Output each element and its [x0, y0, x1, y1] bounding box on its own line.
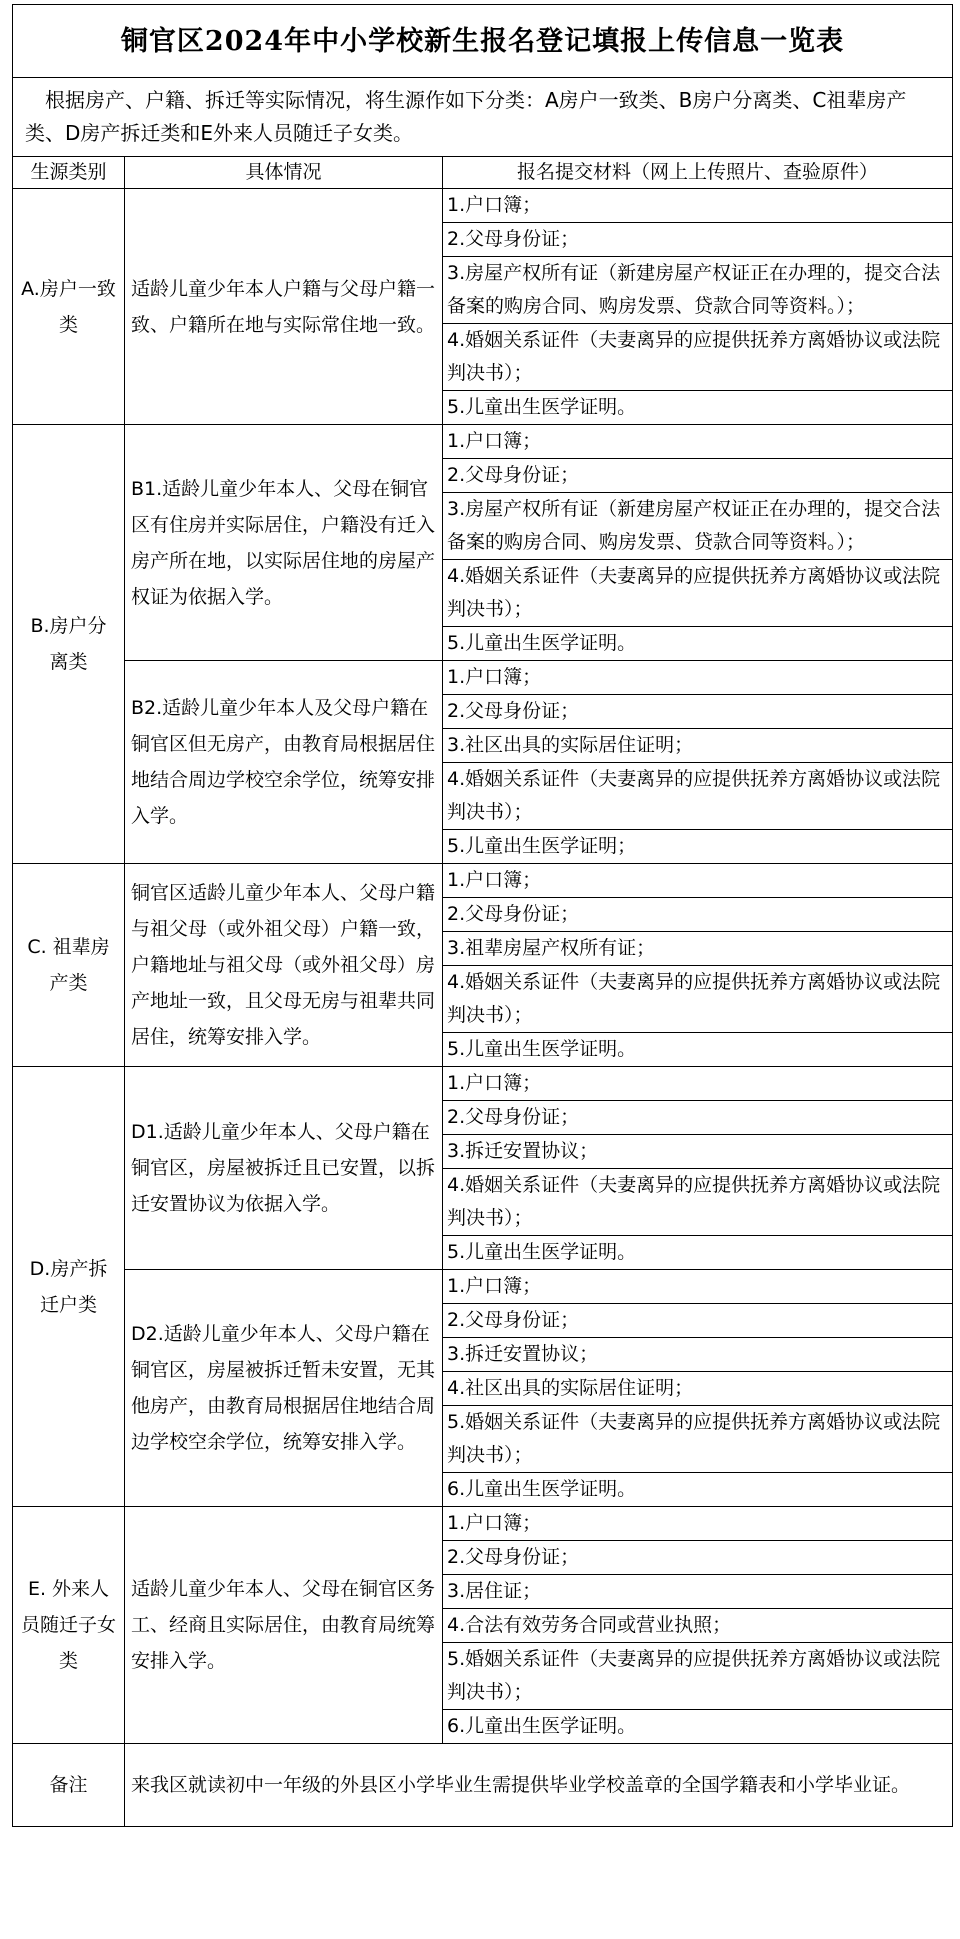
material-item: 2.父母身份证； [443, 1304, 953, 1338]
header-materials: 报名提交材料（网上上传照片、查验原件） [443, 157, 953, 189]
category-cell: E. 外来人员随迁子女类 [13, 1507, 125, 1744]
material-item: 1.户口簿； [443, 1067, 953, 1101]
note-row [13, 1744, 953, 1827]
table-row [13, 864, 953, 898]
situation-cell: 适龄儿童少年本人、父母在铜官区务工、经商且实际居住，由教育局统筹安排入学。 [125, 1507, 443, 1744]
material-item: 4.婚姻关系证件（夫妻离异的应提供抚养方离婚协议或法院判决书）； [443, 1169, 953, 1236]
situation-cell: D2.适龄儿童少年本人、父母户籍在铜官区，房屋被拆迁暂未安置，无其他房产，由教育局根据居住地结合周边学校空余学位，统筹安排入学。 [125, 1270, 443, 1507]
material-item: 5.儿童出生医学证明； [443, 830, 953, 864]
material-item: 3.社区出具的实际居住证明； [443, 729, 953, 763]
material-item: 2.父母身份证； [443, 695, 953, 729]
material-item: 3.房屋产权所有证（新建房屋产权证正在办理的，提交合法备案的购房合同、购房发票、贷款合同等资料。）； [443, 493, 953, 560]
category-cell: D.房产拆迁户类 [13, 1067, 125, 1507]
material-item: 5.儿童出生医学证明。 [443, 1033, 953, 1067]
category-cell: C. 祖辈房产类 [13, 864, 125, 1067]
material-item: 3.居住证； [443, 1575, 953, 1609]
material-item: 5.儿童出生医学证明。 [443, 1236, 953, 1270]
material-item: 1.户口簿； [443, 189, 953, 223]
material-item: 2.父母身份证； [443, 898, 953, 932]
material-item: 5.儿童出生医学证明。 [443, 627, 953, 661]
header-category: 生源类别 [13, 157, 125, 189]
material-item: 5.婚姻关系证件（夫妻离异的应提供抚养方离婚协议或法院判决书）； [443, 1406, 953, 1473]
material-item: 3.祖辈房屋产权所有证； [443, 932, 953, 966]
material-item: 4.婚姻关系证件（夫妻离异的应提供抚养方离婚协议或法院判决书）； [443, 966, 953, 1033]
material-item: 4.合法有效劳务合同或营业执照； [443, 1609, 953, 1643]
material-item: 6.儿童出生医学证明。 [443, 1710, 953, 1744]
title-row [13, 5, 953, 78]
situation-cell: 适龄儿童少年本人户籍与父母户籍一致、户籍所在地与实际常住地一致。 [125, 189, 443, 425]
material-item: 2.父母身份证； [443, 223, 953, 257]
situation-cell: B2.适龄儿童少年本人及父母户籍在铜官区但无房产，由教育局根据居住地结合周边学校空余学位，统筹安排入学。 [125, 661, 443, 864]
material-item: 1.户口簿； [443, 1270, 953, 1304]
material-item: 4.婚姻关系证件（夫妻离异的应提供抚养方离婚协议或法院判决书）； [443, 324, 953, 391]
material-item: 2.父母身份证； [443, 1541, 953, 1575]
material-item: 4.婚姻关系证件（夫妻离异的应提供抚养方离婚协议或法院判决书）； [443, 763, 953, 830]
material-item: 4.社区出具的实际居住证明； [443, 1372, 953, 1406]
header-situation: 具体情况 [125, 157, 443, 189]
situation-cell: D1.适龄儿童少年本人、父母户籍在铜官区，房屋被拆迁且已安置，以拆迁安置协议为依据入学。 [125, 1067, 443, 1270]
table-row [13, 425, 953, 459]
note-label: 备注 [13, 1744, 125, 1827]
table-row [13, 1270, 953, 1304]
note-text: 来我区就读初中一年级的外县区小学毕业生需提供毕业学校盖章的全国学籍表和小学毕业证。 [125, 1744, 953, 1827]
material-item: 1.户口簿； [443, 661, 953, 695]
table-row [13, 661, 953, 695]
intro-row [13, 78, 953, 157]
enrollment-table [12, 4, 953, 1827]
material-item: 5.儿童出生医学证明。 [443, 391, 953, 425]
situation-cell: B1.适龄儿童少年本人、父母在铜官区有住房并实际居住，户籍没有迁入房产所在地，以实际居住地的房屋产权证为依据入学。 [125, 425, 443, 661]
table-row [13, 189, 953, 223]
category-cell: B.房户分离类 [13, 425, 125, 864]
material-item: 1.户口簿； [443, 425, 953, 459]
intro-text: 根据房产、户籍、拆迁等实际情况，将生源作如下分类：A房户一致类、B房户分离类、C祖辈房产类、D房产拆迁类和E外来人员随迁子女类。 [13, 78, 953, 157]
material-item: 6.儿童出生医学证明。 [443, 1473, 953, 1507]
material-item: 5.婚姻关系证件（夫妻离异的应提供抚养方离婚协议或法院判决书）； [443, 1643, 953, 1710]
table-row [13, 1507, 953, 1541]
table-row [13, 1067, 953, 1101]
page-title: 铜官区2024年中小学校新生报名登记填报上传信息一览表 [13, 5, 953, 78]
material-item: 4.婚姻关系证件（夫妻离异的应提供抚养方离婚协议或法院判决书）； [443, 560, 953, 627]
enrollment-sheet [12, 4, 952, 1827]
category-cell: A.房户一致类 [13, 189, 125, 425]
material-item: 1.户口簿； [443, 1507, 953, 1541]
situation-cell: 铜官区适龄儿童少年本人、父母户籍与祖父母（或外祖父母）户籍一致，户籍地址与祖父母（或外祖父母）房产地址一致，且父母无房与祖辈共同居住，统筹安排入学。 [125, 864, 443, 1067]
material-item: 2.父母身份证； [443, 459, 953, 493]
material-item: 3.房屋产权所有证（新建房屋产权证正在办理的，提交合法备案的购房合同、购房发票、贷款合同等资料。）； [443, 257, 953, 324]
material-item: 1.户口簿； [443, 864, 953, 898]
header-row [13, 157, 953, 189]
material-item: 3.拆迁安置协议； [443, 1135, 953, 1169]
material-item: 2.父母身份证； [443, 1101, 953, 1135]
material-item: 3.拆迁安置协议； [443, 1338, 953, 1372]
